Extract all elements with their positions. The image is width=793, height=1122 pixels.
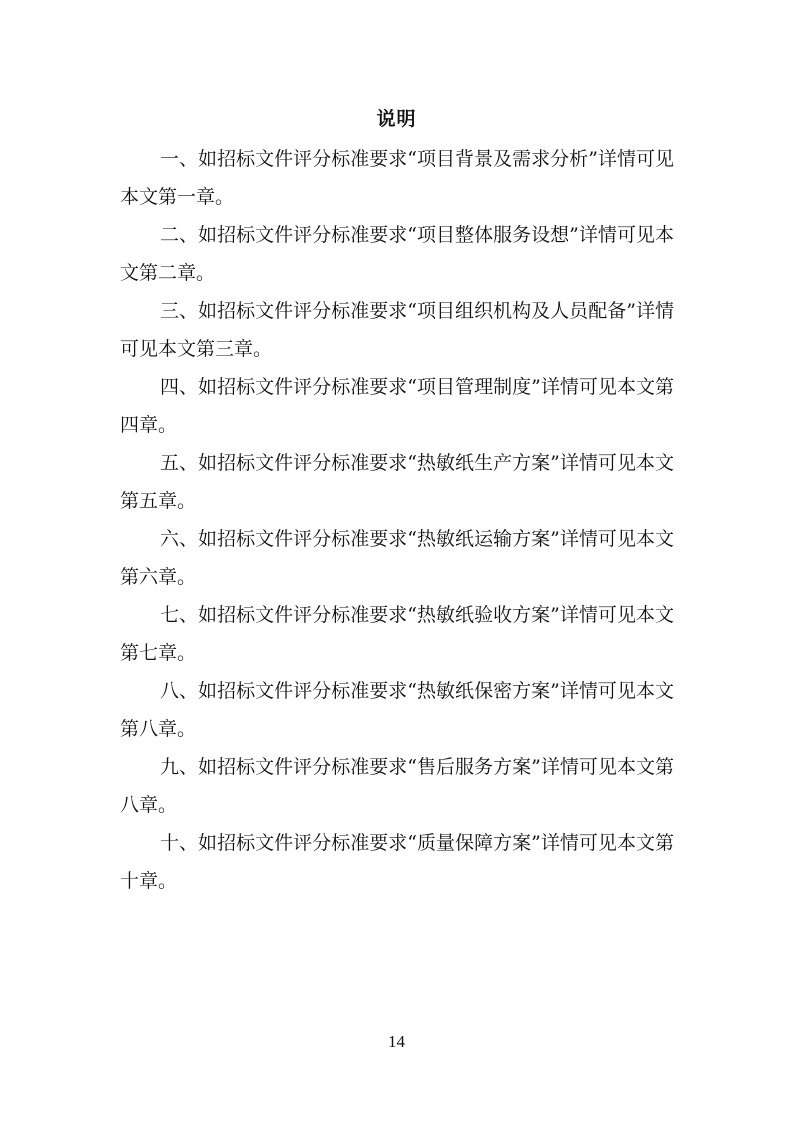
page-number: 14 <box>388 1032 405 1051</box>
paragraph-8: 八、如招标文件评分标准要求“热敏纸保密方案”详情可见本文第八章。 <box>120 680 674 740</box>
paragraph-7: 七、如招标文件评分标准要求“热敏纸验收方案”详情可见本文第七章。 <box>120 604 674 664</box>
paragraph-9: 九、如招标文件评分标准要求“售后服务方案”详情可见本文第八章。 <box>120 756 674 816</box>
paragraph-6: 六、如招标文件评分标准要求“热敏纸运输方案”详情可见本文第六章。 <box>120 528 674 588</box>
document-body <box>120 140 674 900</box>
paragraph-1: 一、如招标文件评分标准要求“项目背景及需求分析”详情可见本文第一章。 <box>120 148 674 208</box>
paragraph-4: 四、如招标文件评分标准要求“项目管理制度”详情可见本文第四章。 <box>120 376 674 436</box>
paragraph-10: 十、如招标文件评分标准要求“质量保障方案”详情可见本文第十章。 <box>120 832 674 892</box>
paragraph-2: 二、如招标文件评分标准要求“项目整体服务设想”详情可见本文第二章。 <box>120 224 674 284</box>
paragraph-3: 三、如招标文件评分标准要求“项目组织机构及人员配备”详情可见本文第三章。 <box>120 300 674 360</box>
paragraph-5: 五、如招标文件评分标准要求“热敏纸生产方案”详情可见本文第五章。 <box>120 452 674 512</box>
page-title: 说明 <box>376 108 417 130</box>
